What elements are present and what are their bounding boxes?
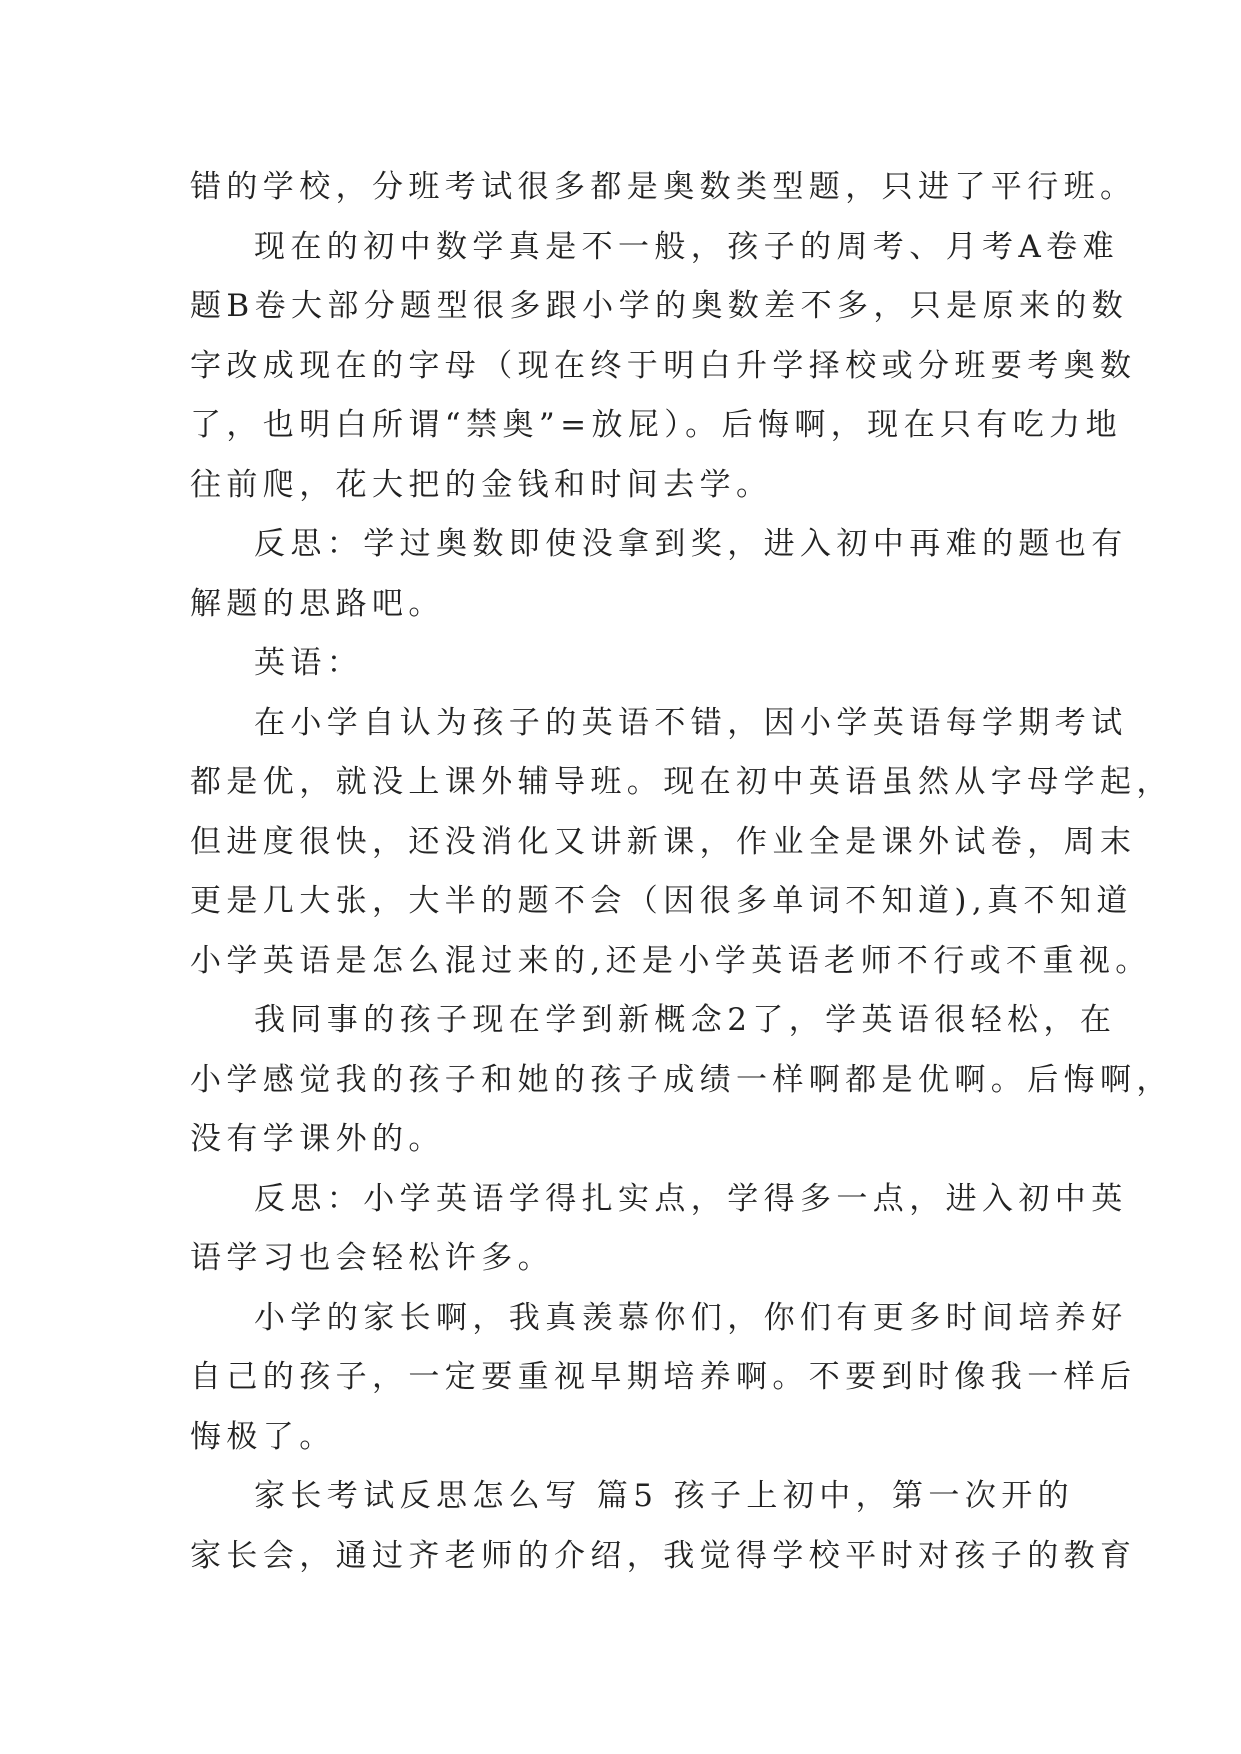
text-line: 自己的孩子，一定要重视早期培养啊。不要到时像我一样后: [190, 1359, 1137, 1395]
paragraph-line: 小学的家长啊，我真羡慕你们，你们有更多时间培养好: [254, 1299, 1128, 1336]
text-line: 悔极了。: [190, 1418, 336, 1455]
document-page: [190, 158, 1173, 1586]
text-line: 家长会，通过齐老师的介绍，我觉得学校平时对孩子的教育: [190, 1537, 1137, 1574]
text-line: 但进度很快，还没消化又讲新课，作业全是课外试卷，周末: [190, 823, 1137, 860]
text-line: 都是优，就没上课外辅导班。现在初中英语虽然从字母学起，: [190, 764, 1173, 800]
paragraph-line: 反思：学过奥数即使没拿到奖，进入初中再难的题也有: [254, 526, 1128, 562]
text-line: 解题的思路吧。: [190, 585, 445, 622]
paragraph-line: 我同事的孩子现在学到新概念2了，学英语很轻松，在: [254, 1002, 1117, 1038]
text-line: 了，也明白所谓“禁奥”=放屁）。后悔啊，现在只有吃力地: [190, 407, 1122, 443]
paragraph-line: 反思：小学英语学得扎实点，学得多一点，进入初中英: [254, 1180, 1128, 1217]
text-line: 语学习也会轻松许多。: [190, 1240, 554, 1276]
text-line: 小学感觉我的孩子和她的孩子成绩一样啊都是优啊。后悔啊，: [190, 1061, 1173, 1098]
paragraph-line: 家长考试反思怎么写 篇5 孩子上初中，第一次开的: [254, 1478, 1075, 1514]
text-line: 小学英语是怎么混过来的,还是小学英语老师不行或不重视。: [190, 942, 1152, 979]
section-heading: 英语：: [254, 645, 364, 681]
text-line: 字改成现在的字母（现在终于明白升学择校或分班要考奥数: [190, 347, 1137, 384]
text-line: 往前爬，花大把的金钱和时间去学。: [190, 466, 773, 503]
text-line: 没有学课外的。: [190, 1121, 445, 1157]
text-line: 题B卷大部分题型很多跟小学的奥数差不多，只是原来的数: [190, 288, 1129, 324]
text-line: 错的学校，分班考试很多都是奥数类型题，只进了平行班。: [190, 169, 1137, 205]
paragraph-line: 在小学自认为孩子的英语不错，因小学英语每学期考试: [254, 704, 1128, 741]
paragraph-line: 现在的初中数学真是不一般，孩子的周考、月考A卷难: [254, 228, 1119, 265]
text-line: 更是几大张，大半的题不会（因很多单词不知道),真不知道: [190, 883, 1133, 919]
